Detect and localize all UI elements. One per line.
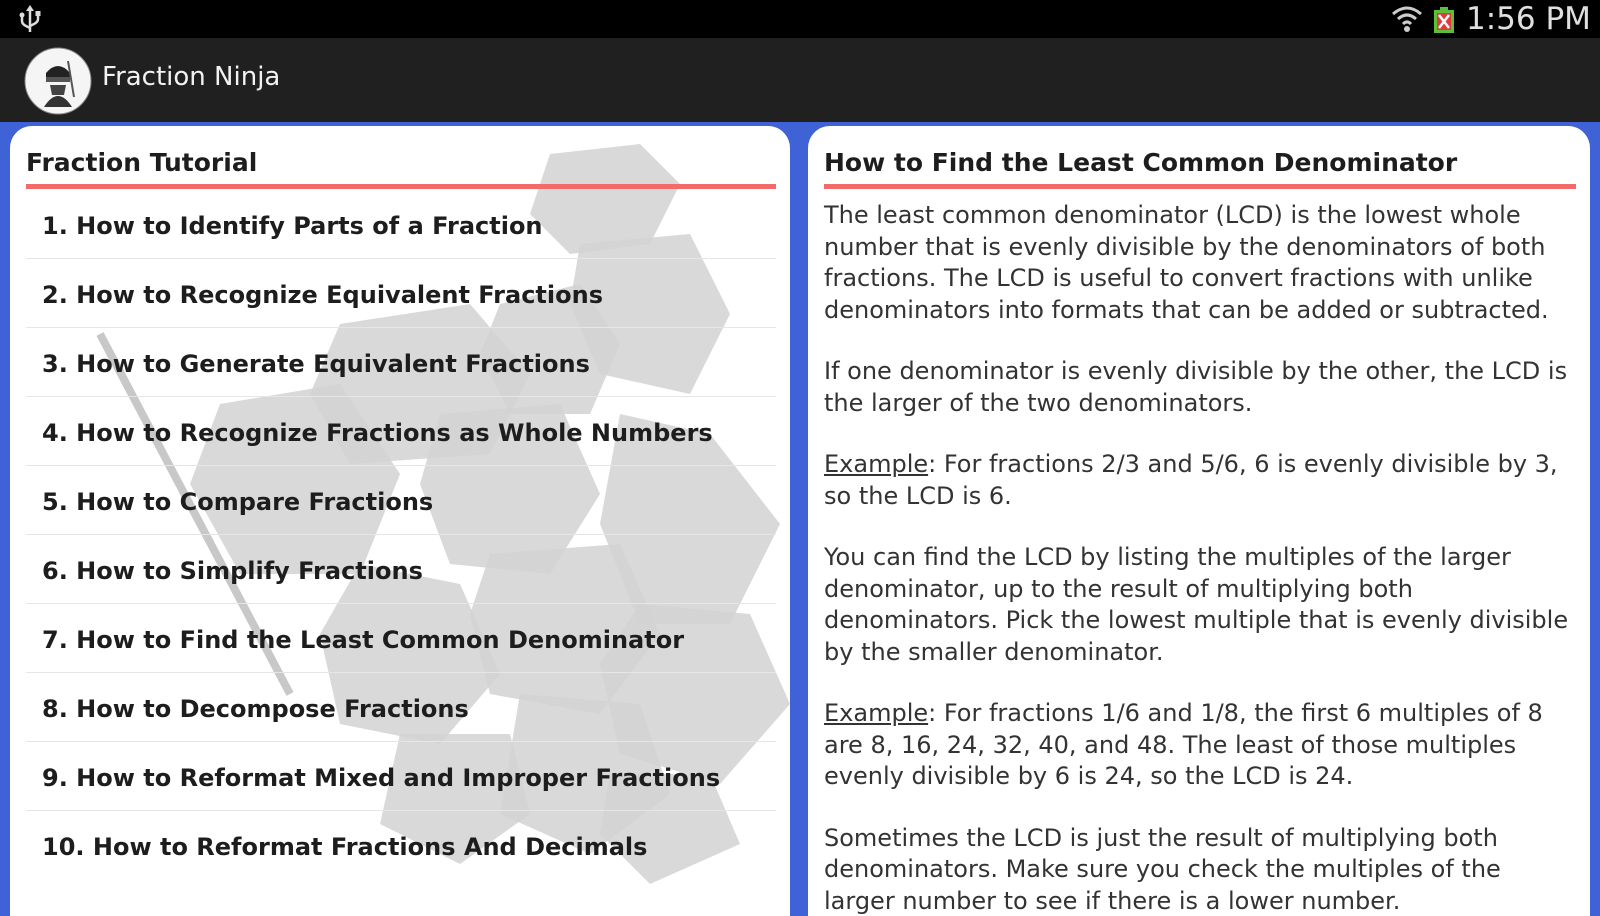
paragraph-text: The least common denominator (LCD) is the lowest whole number that is evenly divisible by the denominators of both fractions. The LCD is useful to convert fractions with unlike denominators into formats that can be added or subtracted. <box>824 201 1549 324</box>
usb-icon <box>16 4 44 34</box>
example-label: Example <box>824 450 928 478</box>
title-divider <box>824 184 1576 189</box>
detail-paragraph <box>824 200 1576 326</box>
list-item-label: 7. How to Find the Least Common Denominator <box>42 626 684 654</box>
status-bar <box>0 0 1600 38</box>
tutorial-panel-title: Fraction Tutorial <box>26 148 257 177</box>
detail-panel-title: How to Find the Least Common Denominator <box>824 148 1457 177</box>
ninja-logo-icon[interactable] <box>24 47 92 115</box>
list-item-label: 9. How to Reformat Mixed and Improper Fractions <box>42 764 720 792</box>
list-item-label: 8. How to Decompose Fractions <box>42 695 469 723</box>
paragraph-text: : For fractions 2/3 and 5/6, 6 is evenly divisible by 3, so the LCD is 6. <box>824 450 1558 510</box>
list-item[interactable] <box>26 190 776 259</box>
paragraph-text: If one denominator is evenly divisible by the other, the LCD is the larger of the two denominators. <box>824 357 1567 417</box>
list-item[interactable] <box>26 673 776 742</box>
battery-alert-icon <box>1432 6 1456 34</box>
paragraph-text: : For fractions 1/6 and 1/8, the first 6 multiples of 8 are 8, 16, 24, 32, 40, and 48. The least of those multiples evenly divisible by 6 is 24, so the LCD is 24. <box>824 699 1543 790</box>
list-item-label: 1. How to Identify Parts of a Fraction <box>42 212 543 240</box>
status-clock: 1:56 PM <box>1466 1 1591 37</box>
list-item[interactable] <box>26 604 776 673</box>
list-item-label: 4. How to Recognize Fractions as Whole Numbers <box>42 419 713 447</box>
list-item-label: 3. How to Generate Equivalent Fractions <box>42 350 590 378</box>
list-item-label: 2. How to Recognize Equivalent Fractions <box>42 281 603 309</box>
detail-content <box>824 200 1576 916</box>
wifi-icon <box>1390 4 1424 34</box>
detail-paragraph <box>824 823 1576 916</box>
list-item-label: 5. How to Compare Fractions <box>42 488 433 516</box>
list-item[interactable] <box>26 466 776 535</box>
title-divider <box>26 184 776 189</box>
detail-paragraph <box>824 698 1576 793</box>
action-bar <box>0 38 1600 122</box>
list-item[interactable] <box>26 535 776 604</box>
detail-panel[interactable] <box>808 126 1590 916</box>
detail-paragraph <box>824 449 1576 512</box>
list-item[interactable] <box>26 742 776 811</box>
detail-paragraph <box>824 356 1576 419</box>
list-item-label: 10. How to Reformat Fractions And Decimals <box>42 833 647 861</box>
tutorial-panel <box>10 126 790 916</box>
list-item[interactable] <box>26 259 776 328</box>
paragraph-text: You can find the LCD by listing the multiples of the larger denominator, up to the result of multiplying both denominators. Pick the lowest multiple that is evenly divisible by the smaller denominator. <box>824 543 1568 666</box>
list-item[interactable] <box>26 397 776 466</box>
list-item-label: 6. How to Simplify Fractions <box>42 557 423 585</box>
paragraph-text: Sometimes the LCD is just the result of multiplying both denominators. Make sure you check the multiples of the larger number to see if there is a lower number. <box>824 824 1501 915</box>
app-title: Fraction Ninja <box>102 62 280 92</box>
list-item[interactable] <box>26 328 776 397</box>
example-label: Example <box>824 699 928 727</box>
detail-paragraph <box>824 542 1576 668</box>
tutorial-list <box>26 190 776 879</box>
list-item[interactable] <box>26 811 776 879</box>
